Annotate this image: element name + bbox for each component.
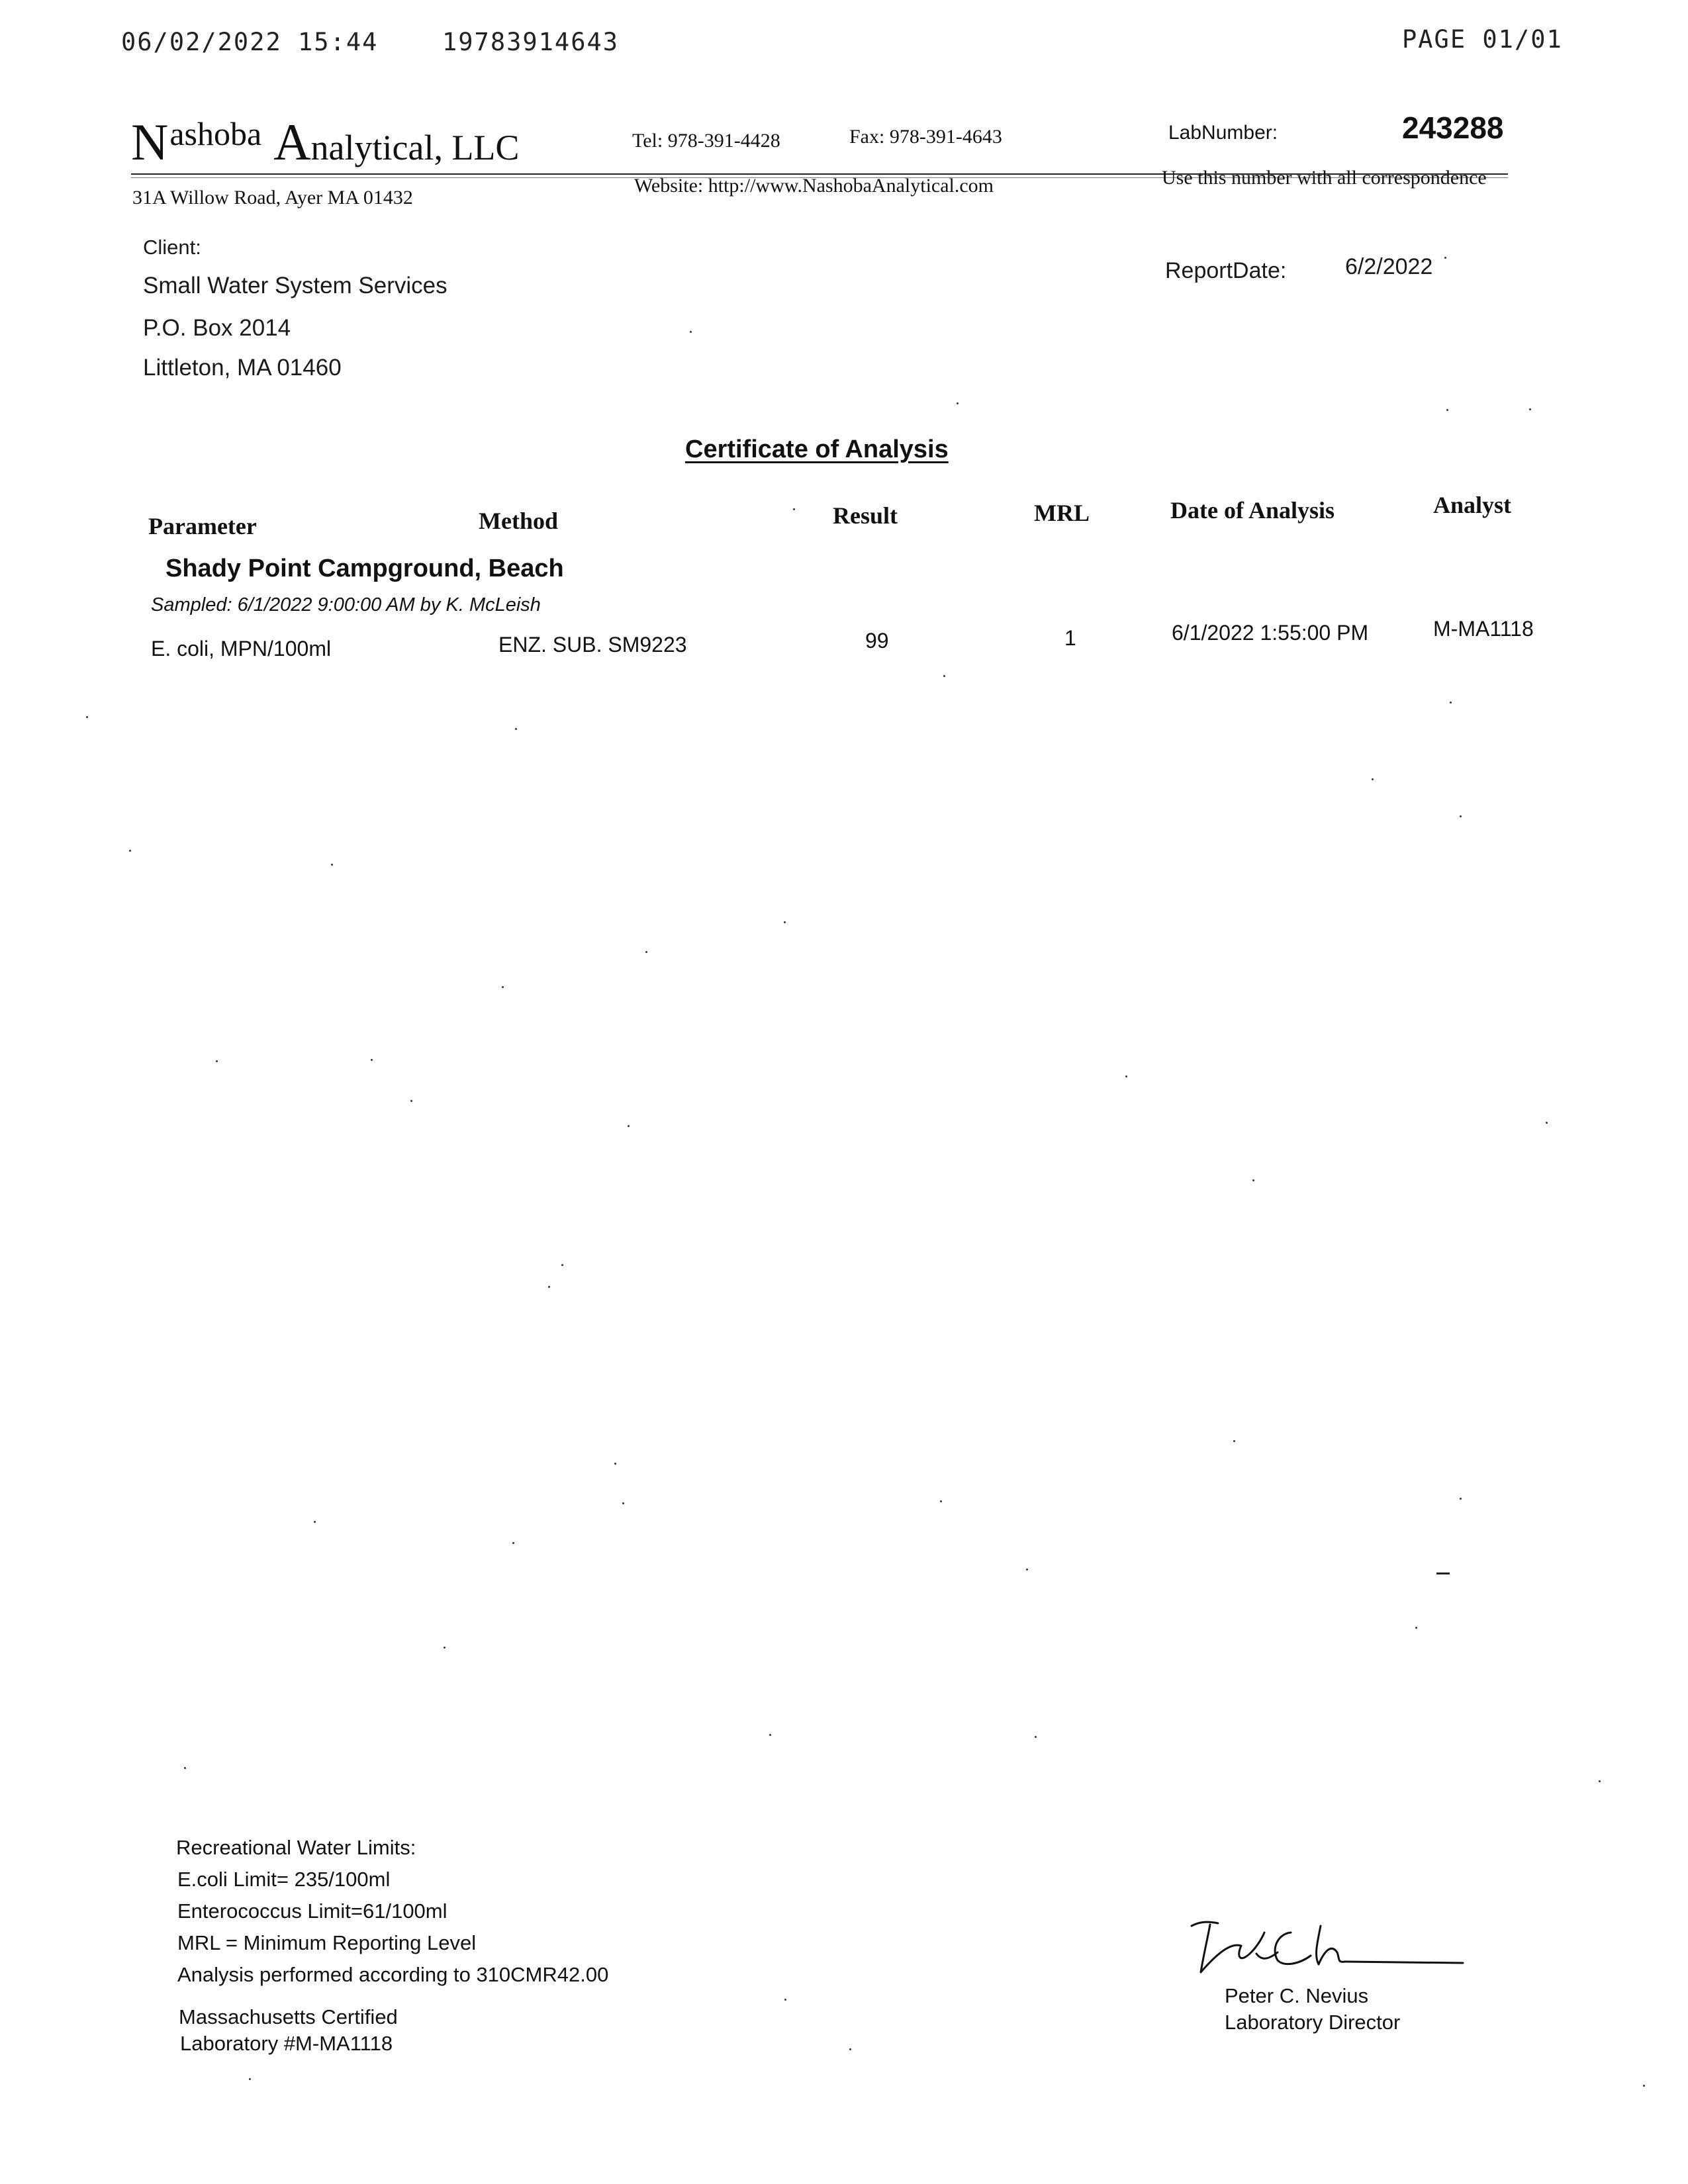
lab-name-initial-n: N [131, 113, 169, 171]
scan-speck [129, 850, 131, 852]
scan-speck [690, 331, 692, 333]
report-date-label: ReportDate: [1165, 258, 1287, 283]
scan-speck [444, 1647, 445, 1649]
lab-name [131, 113, 519, 172]
scan-speck [561, 1264, 563, 1266]
lab-website: Website: http://www.NashobaAnalytical.com [634, 175, 994, 197]
footer-line-3: Enterococcus Limit=61/100ml [177, 1899, 447, 1923]
scan-speck [548, 1286, 550, 1288]
client-address-1: P.O. Box 2014 [143, 315, 291, 341]
row-date-of-analysis: 6/1/2022 1:55:00 PM [1172, 621, 1369, 645]
lab-address: 31A Willow Road, Ayer MA 01432 [132, 187, 413, 208]
scan-speck [784, 1999, 786, 2001]
lab-tel: Tel: 978-391-4428 [632, 130, 780, 152]
signer-title: Laboratory Director [1225, 2011, 1401, 2034]
certification-line-1: Massachusetts Certified [179, 2005, 398, 2028]
lab-name-initial-a: A [273, 113, 311, 171]
scan-speck [1446, 409, 1448, 411]
fax-page: PAGE 01/01 [1402, 25, 1563, 54]
scan-speck [1450, 702, 1452, 704]
scan-speck [1035, 1736, 1037, 1738]
scan-speck [371, 1059, 373, 1061]
scan-speck [502, 986, 504, 988]
row-parameter: E. coli, MPN/100ml [151, 637, 332, 660]
scan-speck [645, 951, 647, 953]
scan-speck [849, 2048, 851, 2050]
scan-speck [512, 1542, 514, 1544]
scan-speck [216, 1060, 218, 1062]
scan-speck [249, 2078, 251, 2080]
scan-speck [622, 1502, 624, 1504]
lab-fax: Fax: 978-391-4643 [849, 126, 1002, 148]
footer-line-2: E.coli Limit= 235/100ml [177, 1868, 391, 1891]
scan-speck [784, 921, 786, 923]
signer-name: Peter C. Nevius [1225, 1984, 1369, 2007]
row-method: ENZ. SUB. SM9223 [498, 633, 687, 657]
scan-speck [515, 728, 517, 730]
scan-speck [1599, 1780, 1601, 1782]
scan-speck [184, 1767, 186, 1769]
scan-speck [1460, 1498, 1462, 1500]
scan-speck [793, 508, 795, 510]
scan-speck [1546, 1122, 1548, 1124]
scan-speck [1643, 2085, 1645, 2087]
client-name: Small Water System Services [143, 273, 447, 298]
lab-number: 243288 [1402, 111, 1504, 145]
scan-speck [1415, 1627, 1417, 1629]
scan-speck [769, 1734, 771, 1736]
scan-speck [314, 1521, 316, 1523]
header-result: Result [833, 502, 898, 529]
client-address-2: Littleton, MA 01460 [143, 355, 342, 381]
sampled-info: Sampled: 6/1/2022 9:00:00 AM by K. McLeish [151, 594, 541, 615]
scan-speck [1125, 1075, 1127, 1077]
scan-speck [943, 675, 945, 677]
scan-speck [1444, 257, 1446, 259]
lab-number-label: LabNumber: [1168, 122, 1278, 144]
scan-speck [1460, 815, 1462, 817]
footer-line-1: Recreational Water Limits: [176, 1836, 416, 1859]
director-signature [1178, 1906, 1470, 1985]
lab-name-rest: nalytical, LLC [310, 128, 520, 167]
certification-line-2: Laboratory #M-MA1118 [180, 2032, 393, 2055]
scan-speck [1252, 1179, 1254, 1181]
scan-speck [628, 1125, 630, 1127]
row-mrl: 1 [1064, 626, 1076, 650]
lab-number-note: Use this number with all correspondence [1162, 167, 1487, 189]
header-parameter: Parameter [148, 513, 257, 539]
scan-speck [1026, 1569, 1028, 1570]
row-result: 99 [865, 629, 889, 653]
fax-number: 19783914643 [442, 28, 620, 56]
lab-name-ashoba: ashoba [169, 115, 262, 152]
footer-line-5: Analysis performed according to 310CMR42.00 [177, 1963, 609, 1986]
footer-line-4: MRL = Minimum Reporting Level [177, 1931, 477, 1954]
scan-speck [1372, 778, 1374, 780]
header-analyst: Analyst [1433, 492, 1512, 518]
header-date-of-analysis: Date of Analysis [1170, 497, 1335, 523]
scan-speck [957, 402, 959, 404]
fax-datetime: 06/02/2022 15:44 [121, 28, 379, 56]
scan-speck [1529, 408, 1531, 410]
row-analyst: M-MA1118 [1433, 617, 1534, 641]
header-mrl: MRL [1034, 500, 1090, 526]
report-date: 6/2/2022 [1345, 254, 1433, 279]
scan-speck [940, 1500, 942, 1502]
client-label: Client: [143, 236, 201, 259]
scan-speck [1233, 1440, 1235, 1442]
scan-speck [410, 1100, 412, 1102]
certificate-title: Certificate of Analysis [685, 435, 949, 463]
scan-speck [86, 716, 88, 718]
sample-location: Shady Point Campground, Beach [165, 555, 564, 582]
header-method: Method [479, 508, 558, 534]
scan-speck [614, 1463, 616, 1465]
scan-speck [331, 864, 333, 866]
